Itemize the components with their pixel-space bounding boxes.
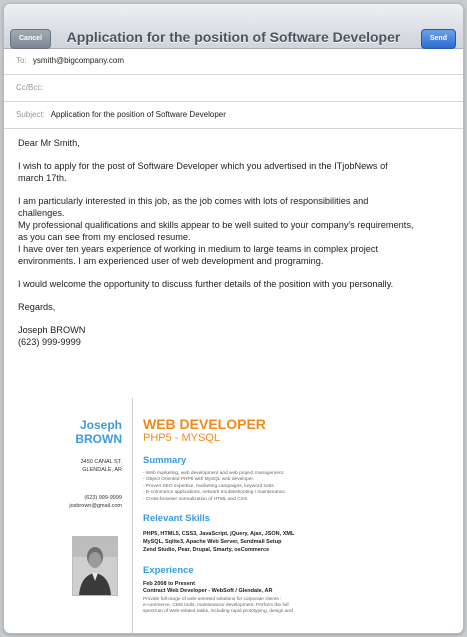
resume-photo [72,536,118,596]
cancel-button[interactable]: Cancel [10,29,51,49]
subject-field[interactable] [4,102,463,129]
paragraph-1-line-2: march 17th. [18,173,67,183]
paragraph-1-line-1: I wish to apply for the post of Software Developer which you advertised in the ITjobNews of [18,161,388,171]
resume-skill-line: Zend Studio, Pear, Drupal, Smarty, osCommerce [143,547,270,554]
resume-summary [143,471,443,503]
resume-summary-item: - Proven SEO expertise, marketing campaigns, keyword tools. [143,483,275,489]
resume-summary-item: - Cross-browser normalization of HTML and CSS. [143,496,249,502]
paragraph-2-line-3: My professional qualifications and skills appear to be well suited to your company's requirements, [18,220,414,230]
resume-summary-item: - Web marketing, web development and web project management. [143,471,285,476]
resume-skill-line: PHP5, HTML5, CSS3, JavaScript, jQuery, Ajax, JSON, XML [143,531,295,538]
resume-summary-heading: Summary [143,455,187,466]
resume-last-name: BROWN [75,432,122,446]
paragraph-2-line-5: I have over ten years experience of working in medium to large teams in complex project [18,244,379,254]
resume-address-line-2: GLENDALE, AR [82,467,122,473]
signature-phone: (623) 999-9999 [18,337,81,347]
resume-exp-desc-line: spectrum of Web-related tasks, including rapid prototyping, design and [143,609,293,615]
paragraph-2-line-2: challenges. [18,208,65,218]
resume-exp-desc-line: e-commerce, CMS tools, maintenance development. Perform the full [143,603,289,609]
resume-contact [22,494,122,510]
to-field[interactable] [4,48,463,75]
cc-bcc-field[interactable] [4,75,463,102]
to-recipient[interactable]: ysmith@bigcompany.com [32,56,125,65]
resume-skills-heading: Relevant Skills [143,513,211,525]
paragraph-2 [18,195,446,267]
resume-subtitle: PHP5 - MYSQL [143,432,221,444]
send-button[interactable]: Send [421,29,456,49]
greeting: Dear Mr Smith, [18,138,80,148]
page-title: Application for the position of Software Developer [66,29,401,45]
resume-phone: (623) 999-9999 [84,495,122,501]
navigation-bar [4,4,463,49]
closing: Regards, [18,302,56,312]
person-photo-icon [73,537,117,595]
resume-right-column [143,396,443,616]
cc-bcc-label: Cc/Bcc: [16,83,44,92]
resume-title: WEB DEVELOPER [143,416,266,432]
resume-exp-desc-line: Provide full-range of web-oriented solutions for corporate clients : [143,596,282,602]
resume-summary-item: - E-commerce applications, network troubleshooting / maintenance. [143,490,287,496]
resume-skills [143,530,443,555]
resume-summary-item: - Object Oriented PHP5 with MySQL web developer. [143,477,255,483]
resume-left-column [22,396,122,510]
subject-value[interactable]: Application for the position of Software Developer [50,110,226,119]
resume-address-line-1: 3450 CANAL ST. [80,459,122,465]
resume-exp-description [143,597,443,616]
paragraph-2-line-6: environments. I am experienced user of web development and programing. [18,256,324,266]
paragraph-1 [18,160,446,184]
resume-address [22,458,122,474]
resume-first-name: Joseph [79,418,122,432]
resume-divider [132,398,133,633]
resume-exp-role: Contract Web Developer - WebSoft / Glendale, AR [143,587,273,594]
subject-label: Subject: [16,110,45,119]
paragraph-2-line-4: as you can see from my enclosed resume. [18,232,191,242]
resume-email: josbrown@gmail.com [69,503,122,509]
mail-compose-window [4,4,463,633]
resume-exp-date: Feb 2008 to Present [143,580,195,587]
message-body[interactable] [18,137,446,348]
signature-name: Joseph BROWN [18,325,86,335]
paragraph-2-line-1: I am particularly interested in this job, as the job comes with lots of responsibilities and [18,196,369,206]
resume-skill-line: MySQL, Sqlite3, Apache Web Server, Sendmail Setup [143,539,282,546]
to-label: To: [16,56,27,65]
resume-experience-entry [143,581,443,595]
resume-experience-heading: Experience [143,564,194,576]
paragraph-3: I would welcome the opportunity to discuss further details of the position with you personally. [18,279,394,289]
resume-attachment[interactable] [22,396,445,633]
signature [18,324,446,348]
